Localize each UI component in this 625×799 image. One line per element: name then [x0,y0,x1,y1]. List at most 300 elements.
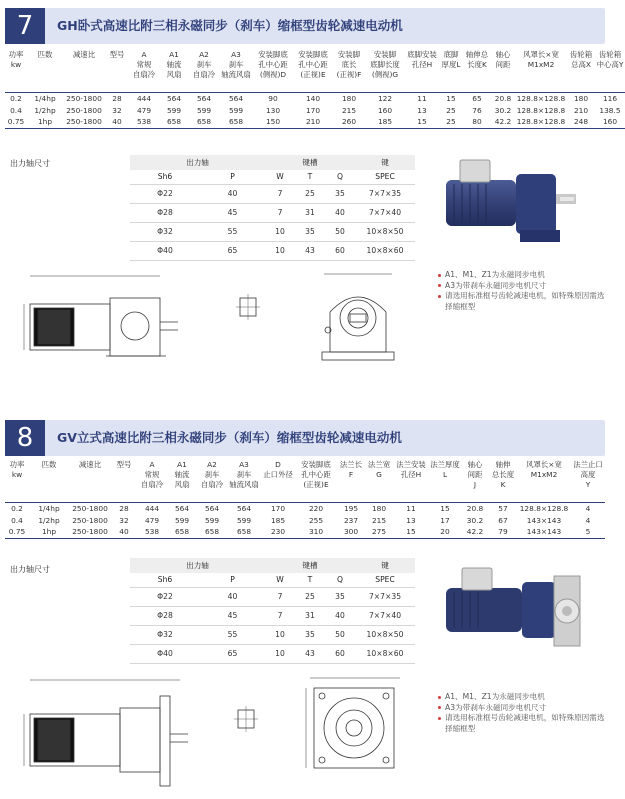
spec-header-line: F [348,470,354,479]
shaft-cell: 40 [200,587,265,606]
shaft-row [130,203,415,222]
shaft-cell: 7×7×35 [355,184,415,203]
shaft-cell: 7×7×40 [355,203,415,222]
spec-cell: 658 [166,117,182,127]
spec-cell: 170 [270,503,286,513]
spec-cell: 90 [268,93,278,103]
note-item: 请选用标准框号齿轮减速电机，如特殊原因需选择缩框型 [437,291,607,312]
spec-cell: 143×143 [526,515,562,525]
spec-cell: 479 [144,515,160,525]
spec-body [5,92,625,128]
spec-cell: 57 [498,503,508,513]
spec-header-line: 间距 [467,470,483,479]
spec-header-cell [5,50,27,92]
shaft-cell: 40 [325,606,355,625]
spec-header-line: 功率 [8,50,24,59]
spec-header-line: 自扇冷 [192,70,216,79]
spec-header-cell [63,50,105,92]
spec-cell: 11 [417,93,427,103]
spec-table [5,460,605,539]
spec-header-cell [595,50,625,92]
spec-cell: 185 [377,117,393,127]
spec-cell: 11 [406,503,416,513]
spec-cell: 160 [602,117,618,127]
spec-header-line: 轴心 [467,460,483,469]
spec-cell: 128.8×128.8 [519,503,569,513]
spec-header-cell [571,460,605,502]
spec-header-line: 常规 [136,60,152,69]
shaft-group-output: 出力轴 [130,558,265,573]
shaft-cell: 35 [295,222,325,241]
spec-cell: 180 [341,93,357,103]
spec-cell: 25 [446,105,456,115]
spec-cell: 210 [573,105,589,115]
spec-header-line: 风罩长×宽 [523,50,559,59]
shaft-cell: 10 [265,241,295,260]
spec-header-cell [333,50,365,92]
shaft-cell: 7 [265,606,295,625]
spec-cell: 250-1800 [72,503,108,513]
spec-header-line: M1xM2 [530,470,558,479]
shaft-cell: 31 [295,606,325,625]
spec-cell: 15 [406,527,416,537]
spec-header-line: J [473,480,477,489]
spec-cell: 250-1800 [66,117,102,127]
section-title: GV立式高速比附三相永磁同步（刹车）缩框型齿轮减速电动机 [57,430,402,445]
shaft-cell: Φ22 [130,587,200,606]
shaft-sub-header: Sh6 [157,575,173,585]
spec-cell: 25 [446,117,456,127]
shaft-table [130,155,415,261]
spec-cell: 42.2 [494,117,512,127]
spec-header-line: Y [585,480,591,489]
spec-cell: 250-1800 [66,105,102,115]
spec-cell: 1hp [41,527,57,537]
shaft-sub-header: T [307,172,313,182]
spec-header-line: 风扇 [166,70,182,79]
spec-cell: 0.75 [8,527,26,537]
shaft-row [130,184,415,203]
spec-cell: 130 [265,105,281,115]
spec-header-line: (正视)F [336,70,362,79]
shaft-cell: 10×8×60 [355,241,415,260]
spec-cell: 15 [440,503,450,513]
spec-header-line: 底脚安装 [407,50,437,59]
spec-cell: 67 [498,515,508,525]
shaft-sub-header: Q [337,575,343,585]
shaft-cell: 35 [325,587,355,606]
spec-header-line: 轴流风扇 [229,480,259,489]
spec-header-line: 法兰厚度 [430,460,460,469]
spec-header-cell [567,50,595,92]
spec-header-line: 轴流 [174,470,190,479]
spec-header-line: 底脚 [443,50,459,59]
spec-header-line: 齿轮箱 [598,50,622,59]
shaft-row [130,222,415,241]
spec-header-line: A3 [231,50,241,59]
spec-cell: 140 [305,93,321,103]
spec-header-line: 高度 [580,470,596,479]
spec-header-cell [27,50,63,92]
spec-cell: 150 [265,117,281,127]
spec-cell: 599 [174,515,190,525]
spec-header-line: 孔中心距 [258,60,288,69]
spec-cell: 479 [136,105,152,115]
shaft-cell: 43 [295,644,325,663]
spec-header-cell [337,460,365,502]
spec-header-line: A1 [169,50,179,59]
spec-cell: 310 [308,527,324,537]
spec-header-line: 孔径H [400,470,422,479]
spec-header-line: 法兰宽 [367,460,391,469]
shaft-sub-header: P [230,575,235,585]
spec-body [5,502,605,538]
spec-cell: 599 [204,515,220,525]
spec-header-cell [489,460,517,502]
spec-cell: 20 [440,527,450,537]
spec-header-line: 刹车 [204,470,220,479]
spec-cell: 4 [585,503,591,513]
spec-cell: 20.8 [466,503,484,513]
shaft-cell: 25 [295,184,325,203]
shaft-cell: Φ28 [130,203,200,222]
spec-header-cell [295,460,337,502]
spec-header-line: 轴流 [166,60,182,69]
spec-cell: 248 [573,117,589,127]
shaft-cell: 7×7×35 [355,587,415,606]
shaft-cell: Φ32 [130,625,200,644]
spec-header-line: (正视)E [303,480,329,489]
shaft-cell: 10×8×60 [355,644,415,663]
section-number: 7 [5,8,45,44]
spec-header-line: 功率 [9,460,25,469]
spec-header-line: 匹数 [41,460,57,469]
shaft-cell: 45 [200,203,265,222]
spec-cell: 20.8 [494,93,512,103]
shaft-row [130,644,415,663]
spec-cell: 17 [440,515,450,525]
spec-cell: 28 [112,93,122,103]
spec-header-cell [167,460,197,502]
shaft-cell: 31 [295,203,325,222]
spec-cell: 658 [228,117,244,127]
shaft-row [130,625,415,644]
shaft-row [130,241,415,260]
spec-header-cell [5,460,29,502]
spec-header-cell [105,50,129,92]
shaft-cell: 10 [265,625,295,644]
spec-header-line: 安装脚 [337,50,361,59]
spec-cell: 658 [174,527,190,537]
spec-cell: 210 [305,117,321,127]
spec-header-line: 法兰止口 [573,460,603,469]
shaft-cell: 7×7×40 [355,606,415,625]
spec-header-cell [111,460,137,502]
spec-cell: 122 [377,93,393,103]
spec-row [5,514,605,526]
shaft-sub-header: SPEC [375,172,395,182]
spec-cell: 220 [308,503,324,513]
shaft-cell: 7 [265,587,295,606]
spec-cell: 538 [144,527,160,537]
spec-cell: 599 [166,105,182,115]
spec-header-cell [405,50,439,92]
spec-cell: 230 [270,527,286,537]
spec-header-cell [129,50,159,92]
spec-header-line: (正视)E [300,70,326,79]
spec-header-line: 总长度 [491,470,515,479]
spec-header-line: 自扇冷 [200,480,224,489]
shaft-cell: 10×8×50 [355,625,415,644]
spec-cell: 80 [472,117,482,127]
spec-header-line: 法兰长 [339,460,363,469]
spec-header-line: 型号 [109,50,125,59]
spec-header-cell [29,460,69,502]
spec-header-cell [189,50,219,92]
shaft-cell: 10 [265,222,295,241]
spec-cell: 185 [270,515,286,525]
section-title: GH卧式高速比附三相永磁同步（刹车）缩框型齿轮减速电动机 [57,18,403,33]
spec-header-line: 安装脚底 [298,50,328,59]
spec-cell: 564 [204,503,220,513]
spec-header-line: 间距 [495,60,511,69]
spec-cell: 28 [119,503,129,513]
spec-cell: 255 [308,515,324,525]
gh-dimension-drawings [10,268,430,368]
spec-cell: 300 [343,527,359,537]
spec-cell: 30.2 [494,105,512,115]
spec-header-line: 减速比 [78,460,102,469]
spec-cell: 4 [585,515,591,525]
spec-header-line: 法兰安装 [396,460,426,469]
shaft-sub-header: W [276,575,284,585]
shaft-cell: 25 [295,587,325,606]
spec-cell: 40 [112,117,122,127]
spec-cell: 0.75 [7,117,25,127]
spec-header-line: 孔中心距 [298,60,328,69]
spec-cell: 0.2 [11,503,23,513]
spec-cell: 138.5 [599,105,621,115]
spec-cell: 250-1800 [66,93,102,103]
spec-header-cell [515,50,567,92]
spec-cell: 15 [446,93,456,103]
spec-cell: 599 [228,105,244,115]
spec-header-line: 安装脚底 [301,460,331,469]
spec-header-line: D [275,460,281,469]
spec-header-line: 长度K [467,60,487,69]
shaft-cell: Φ40 [130,241,200,260]
spec-cell: 195 [343,503,359,513]
shaft-cell: 50 [325,625,355,644]
spec-cell: 564 [236,503,252,513]
spec-header-line: kw [10,60,22,69]
spec-header-line: 轴流风扇 [221,70,251,79]
section-gh-horizontal [0,0,624,400]
spec-header-line: A2 [199,50,209,59]
shaft-cell: 55 [200,625,265,644]
spec-cell: 128.8×128.8 [516,105,566,115]
shaft-cell: 40 [200,184,265,203]
spec-cell: 15 [417,117,427,127]
spec-cell: 658 [204,527,220,537]
spec-cell: 215 [341,105,357,115]
shaft-row [130,606,415,625]
spec-header-line: 安装脚底 [258,50,288,59]
note-item: A3为带刹车永磁同步电机尺寸 [437,281,607,292]
spec-cell: 215 [371,515,387,525]
spec-header-line: 底脚长度 [370,60,400,69]
spec-header-cell [159,50,189,92]
shaft-cell: Φ28 [130,606,200,625]
spec-cell: 42.2 [466,527,484,537]
spec-cell: 0.2 [10,93,22,103]
spec-row [5,92,625,104]
shaft-cell: 43 [295,241,325,260]
spec-header-line: 轴心 [495,50,511,59]
spec-cell: 79 [498,527,508,537]
spec-header-line: 孔径H [411,60,433,69]
spec-header-line: 厚度L [441,60,461,69]
shaft-cell: 35 [325,184,355,203]
spec-row [5,526,605,538]
note-item: A1、M1、Z1为永磁同步电机 [437,692,607,703]
spec-cell: 32 [112,105,122,115]
spec-cell: 658 [196,117,212,127]
spec-cell: 0.4 [10,105,22,115]
spec-cell: 564 [174,503,190,513]
shaft-cell: 55 [200,222,265,241]
spec-cell: 1/2hp [38,515,60,525]
spec-cell: 30.2 [466,515,484,525]
shaft-cell: 7 [265,203,295,222]
shaft-cell: 35 [295,625,325,644]
spec-cell: 275 [371,527,387,537]
spec-header-line: A [149,460,155,469]
shaft-cell: 7 [265,184,295,203]
shaft-cell: 65 [200,644,265,663]
shaft-cell: 40 [325,203,355,222]
spec-cell: 444 [144,503,160,513]
spec-cell: 564 [166,93,182,103]
spec-cell: 564 [196,93,212,103]
spec-cell: 250-1800 [72,515,108,525]
spec-header-line: 风扇 [174,480,190,489]
spec-cell: 143×143 [526,527,562,537]
spec-cell: 1/4hp [34,93,56,103]
spec-header-cell [491,50,515,92]
spec-cell: 1/4hp [38,503,60,513]
shaft-sub-header: W [276,172,284,182]
spec-cell: 65 [472,93,482,103]
shaft-cell: 65 [200,241,265,260]
spec-header-line: 匹数 [37,50,53,59]
spec-header-line: 风罩长×宽 [526,460,562,469]
spec-header-cell [293,50,333,92]
spec-cell: 658 [236,527,252,537]
shaft-group-output: 出力轴 [130,155,265,170]
section-number: 8 [5,420,45,456]
spec-row [5,502,605,514]
spec-header-line: A1 [177,460,187,469]
shaft-group-key: 键 [355,155,415,170]
spec-header-line: A2 [207,460,217,469]
spec-cell: 128.8×128.8 [516,117,566,127]
section-banner [5,8,605,44]
shaft-cell: 50 [325,222,355,241]
spec-cell: 180 [573,93,589,103]
spec-cell: 1/2hp [34,105,56,115]
shaft-size-label: 出力轴尺寸 [10,565,50,574]
spec-header-line: 中心高Y [596,60,624,69]
spec-header-cell [69,460,111,502]
spec-header-line: L [442,470,448,479]
shaft-cell: 10×8×50 [355,222,415,241]
spec-header-line: 常规 [144,470,160,479]
shaft-cell: 10 [265,644,295,663]
gv-dimension-drawings [10,674,430,799]
shaft-cell: 60 [325,241,355,260]
spec-cell: 1hp [37,117,53,127]
spec-header-line: 刹车 [236,470,252,479]
spec-cell: 564 [228,93,244,103]
shaft-sub-header: Sh6 [157,172,173,182]
shaft-row [130,587,415,606]
notes-list [437,270,607,312]
spec-cell: 180 [371,503,387,513]
spec-header-line: 底长 [341,60,357,69]
spec-header-cell [461,460,489,502]
spec-table [5,50,625,129]
spec-cell: 13 [406,515,416,525]
note-item: A1、M1、Z1为永磁同步电机 [437,270,607,281]
spec-header-line: 刹车 [196,60,212,69]
note-item: A3为带刹车永磁同步电机尺寸 [437,703,607,714]
spec-header-line: 刹车 [228,60,244,69]
note-item: 请选用标准框号齿轮减速电机，如特殊原因需选择缩框型 [437,713,607,734]
shaft-group-keyway: 键槽 [265,155,355,170]
spec-header-cell [429,460,461,502]
spec-header-line: 轴伸 [495,460,511,469]
spec-cell: 599 [236,515,252,525]
spec-row [5,116,625,128]
spec-header-cell [261,460,295,502]
spec-cell: 260 [341,117,357,127]
spec-header-line: 自扇冷 [132,70,156,79]
spec-header-cell [219,50,253,92]
spec-header-cell [463,50,491,92]
shaft-cell: 45 [200,606,265,625]
spec-header-line: 总高X [571,60,591,69]
spec-cell: 538 [136,117,152,127]
spec-header-cell [253,50,293,92]
shaft-sub-header: Q [337,172,343,182]
spec-header-line: 型号 [116,460,132,469]
shaft-table [130,558,415,664]
spec-header-line: 减速比 [72,50,96,59]
spec-header-line: 止口外径 [263,470,293,479]
spec-header-cell [197,460,227,502]
notes-list [437,692,607,734]
spec-header-cell [439,50,463,92]
shaft-cell: Φ22 [130,184,200,203]
spec-header-line: 安装脚 [373,50,397,59]
spec-header-cell [227,460,261,502]
spec-header-line: (侧视)D [259,70,287,79]
spec-header-cell [365,460,393,502]
spec-header-line: 轴伸总 [465,50,489,59]
spec-header-row [5,50,625,92]
spec-cell: 160 [377,105,393,115]
